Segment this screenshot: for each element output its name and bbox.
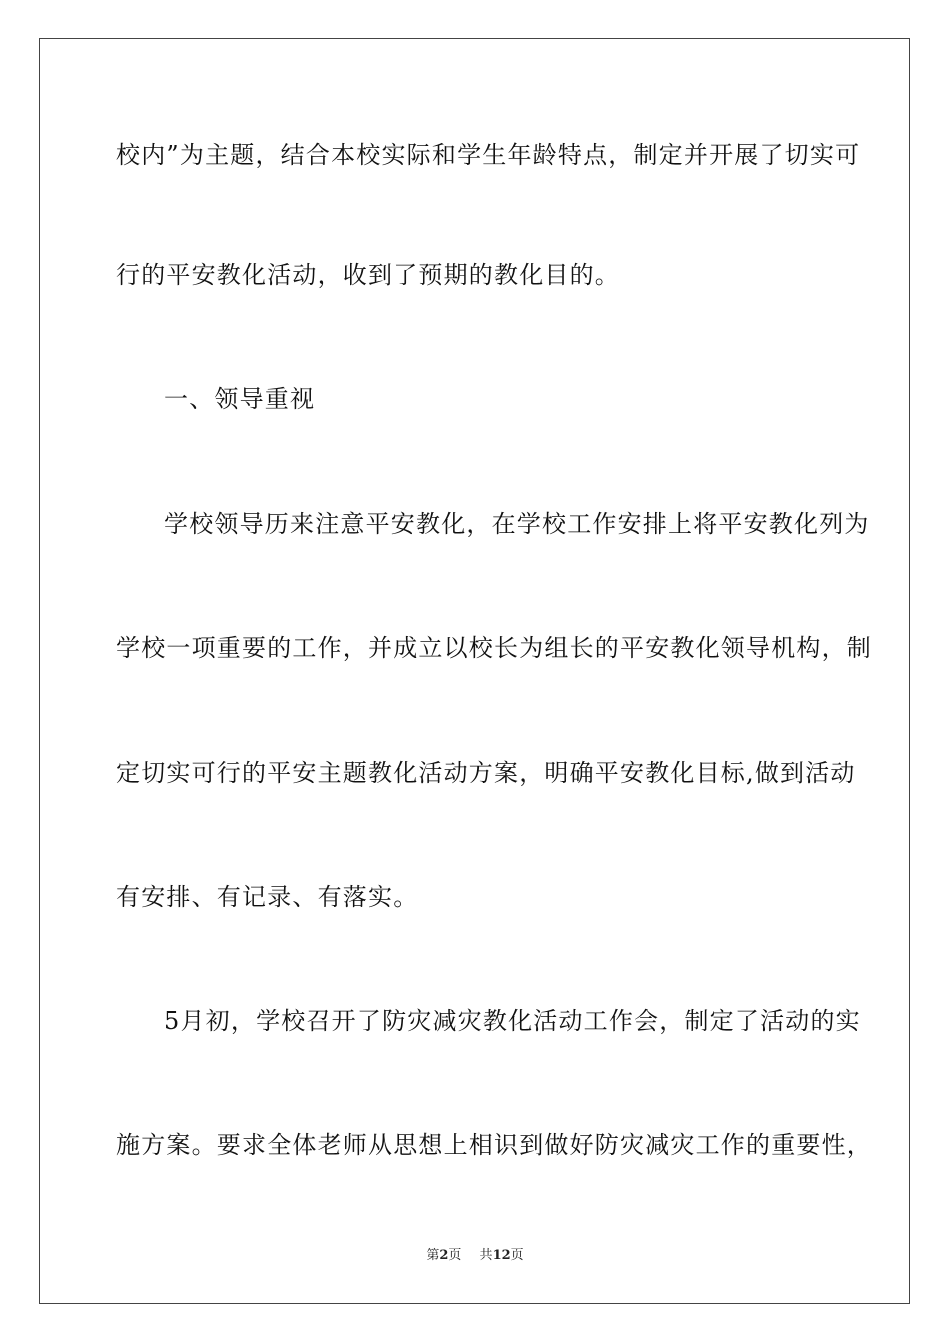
body-line-3: 学校领导历来注意平安教化，在学校工作安排上将平安教化列为	[164, 510, 870, 538]
page-indicator: 第2页	[426, 1248, 462, 1263]
total-page-number: 12	[492, 1248, 511, 1263]
body-line-6: 有安排、有记录、有落实。	[116, 883, 419, 911]
body-line-4: 学校一项重要的工作，并成立以校长为组长的平安教化领导机构，制	[116, 634, 872, 662]
page-footer	[0, 1247, 950, 1265]
current-page-number: 2	[439, 1248, 449, 1263]
page-frame	[39, 38, 910, 1304]
body-line-5: 定切实可行的平安主题教化活动方案，明确平安教化目标,做到活动	[116, 759, 856, 787]
body-line-7: 5月初，学校召开了防灾减灾教化活动工作会，制定了活动的实	[164, 1007, 861, 1035]
body-line-8: 施方案。要求全体老师从思想上相识到做好防灾减灾工作的重要性，	[116, 1131, 872, 1159]
body-line-1: 校内”为主题，结合本校实际和学生年龄特点，制定并开展了切实可	[116, 141, 861, 169]
body-line-2: 行的平安教化活动，收到了预期的教化目的。	[116, 261, 620, 289]
section-heading: 一、领导重视	[164, 385, 316, 413]
total-pages-indicator: 共12页	[479, 1248, 524, 1263]
